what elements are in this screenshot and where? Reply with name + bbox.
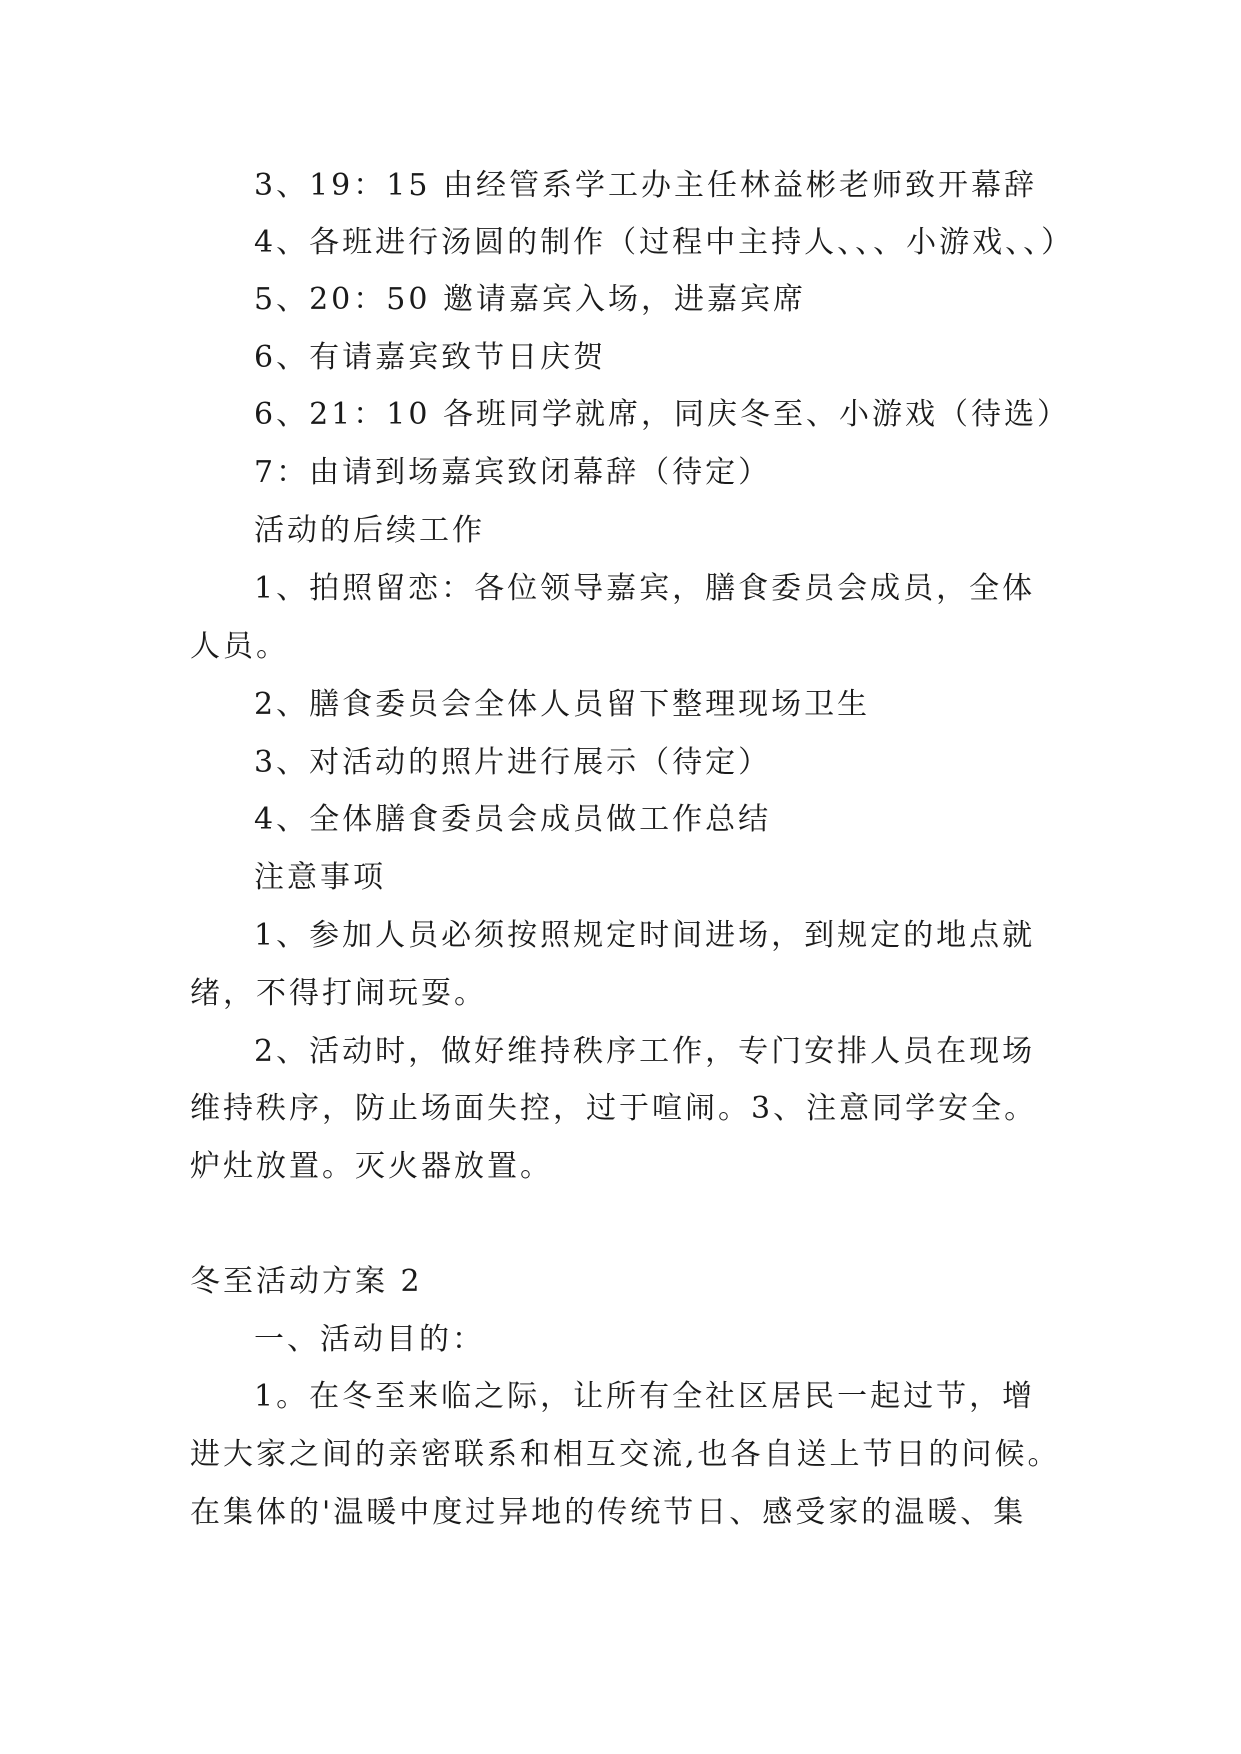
text-line: 5、20：50 邀请嘉宾入场，进嘉宾席 <box>254 282 806 317</box>
text-line: 6、21：10 各班同学就席，同庆冬至、小游戏（待选） <box>254 397 1070 432</box>
document-subtitle: 冬至活动方案 2 <box>190 1264 423 1299</box>
text-line: 3、19：15 由经管系学工办主任林益彬老师致开幕辞 <box>254 168 1037 203</box>
text-line: 4、全体膳食委员会成员做工作总结 <box>254 802 772 837</box>
text-line: 2、膳食委员会全体人员留下整理现场卫生 <box>254 687 871 722</box>
text-line: 在集体的'温暖中度过异地的传统节日、感受家的温暖、集 <box>190 1495 1027 1530</box>
text-line: 4、各班进行汤圆的制作（过程中主持人、、、小游戏、、） <box>254 225 1075 260</box>
text-line: 1、参加人员必须按照规定时间进场，到规定的地点就 <box>254 918 1036 953</box>
text-line: 炉灶放置。灭火器放置。 <box>190 1149 553 1184</box>
text-line: 7：由请到场嘉宾致闭幕辞（待定） <box>254 455 772 490</box>
section-heading: 一、活动目的： <box>254 1322 485 1357</box>
section-heading: 注意事项 <box>254 860 386 895</box>
section-heading: 活动的后续工作 <box>254 513 485 548</box>
text-line: 1。在冬至来临之际，让所有全社区居民一起过节，增 <box>254 1379 1036 1414</box>
text-line: 进大家之间的亲密联系和相互交流,也各自送上节日的问候。 <box>190 1437 1061 1472</box>
text-line: 3、对活动的照片进行展示（待定） <box>254 745 772 780</box>
text-line: 维持秩序，防止场面失控，过于喧闹。3、注意同学安全。 <box>190 1091 1038 1126</box>
text-line: 1、拍照留恋：各位领导嘉宾，膳食委员会成员，全体 <box>254 571 1036 606</box>
text-line: 2、活动时，做好维持秩序工作，专门安排人员在现场 <box>254 1034 1036 1069</box>
text-line: 6、有请嘉宾致节日庆贺 <box>254 340 607 375</box>
text-line: 人员。 <box>190 629 289 664</box>
text-line: 绪，不得打闹玩耍。 <box>190 976 487 1011</box>
